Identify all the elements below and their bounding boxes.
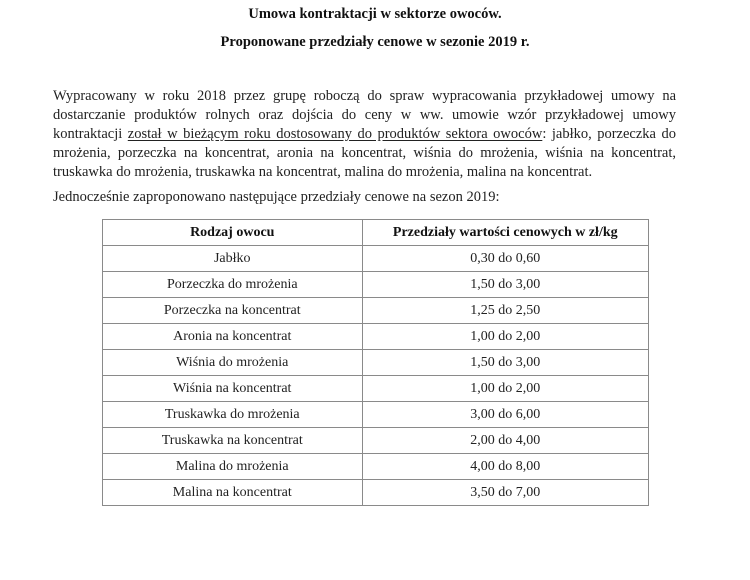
fruit-type-cell: Truskawka do mrożenia [103, 402, 363, 428]
price-range-cell: 3,00 do 6,00 [362, 402, 648, 428]
table-row [103, 298, 649, 324]
table-row [103, 324, 649, 350]
fruit-type-cell: Wiśnia do mrożenia [103, 350, 363, 376]
price-table [102, 219, 649, 506]
fruit-type-cell: Truskawka na koncentrat [103, 428, 363, 454]
price-range-cell: 1,00 do 2,00 [362, 324, 648, 350]
fruit-type-cell: Porzeczka do mrożenia [103, 272, 363, 298]
table-header-row [103, 220, 649, 246]
header-fruit-type: Rodzaj owocu [103, 220, 363, 246]
table-row [103, 272, 649, 298]
paragraph-text-end: : jabłko, porzeczka do mrożenia, porzeczka na koncentrat, aronia na koncentrat, wiśnia do mrożenia, wiśnia na koncentrat, truskawka do mrożenia, truskawka na koncentrat, malina do mrożenia, malina na koncentrat. [53, 126, 676, 180]
fruit-type-cell: Jabłko [103, 246, 363, 272]
fruit-type-cell: Aronia na koncentrat [103, 324, 363, 350]
intro-paragraph [53, 87, 676, 182]
table-row [103, 480, 649, 506]
price-range-cell: 3,50 do 7,00 [362, 480, 648, 506]
paragraph-text-start: Wypracowany w roku 2018 przez grupę roboczą do spraw wypracowania przykładowej umowy na dostarczanie produktów rolnych oraz dojścia do ceny w ww. umowie wzór przykładowej umowy kontraktacji [53, 88, 676, 142]
fruit-type-cell: Wiśnia na koncentrat [103, 376, 363, 402]
table-row [103, 350, 649, 376]
table-row [103, 454, 649, 480]
paragraph-underlined-text: został w bieżącym roku dostosowany do produktów sektora owoców [127, 126, 543, 142]
price-range-cell: 1,25 do 2,50 [362, 298, 648, 324]
price-range-cell: 2,00 do 4,00 [362, 428, 648, 454]
table-row [103, 376, 649, 402]
document-subtitle: Proponowane przedziały cenowe w sezonie 2019 r. [220, 34, 530, 50]
fruit-type-cell: Porzeczka na koncentrat [103, 298, 363, 324]
price-range-cell: 0,30 do 0,60 [362, 246, 648, 272]
price-range-cell: 1,50 do 3,00 [362, 350, 648, 376]
price-range-cell: 4,00 do 8,00 [362, 454, 648, 480]
table-row [103, 246, 649, 272]
price-range-cell: 1,50 do 3,00 [362, 272, 648, 298]
price-range-cell: 1,00 do 2,00 [362, 376, 648, 402]
table-intro-text: Jednocześnie zaproponowano następujące przedziały cenowe na sezon 2019: [53, 189, 500, 205]
table-row [103, 428, 649, 454]
fruit-type-cell: Malina na koncentrat [103, 480, 363, 506]
fruit-type-cell: Malina do mrożenia [103, 454, 363, 480]
document-title: Umowa kontraktacji w sektorze owoców. [248, 6, 502, 22]
header-price-range: Przedziały wartości cenowych w zł/kg [362, 220, 648, 246]
table-row [103, 402, 649, 428]
